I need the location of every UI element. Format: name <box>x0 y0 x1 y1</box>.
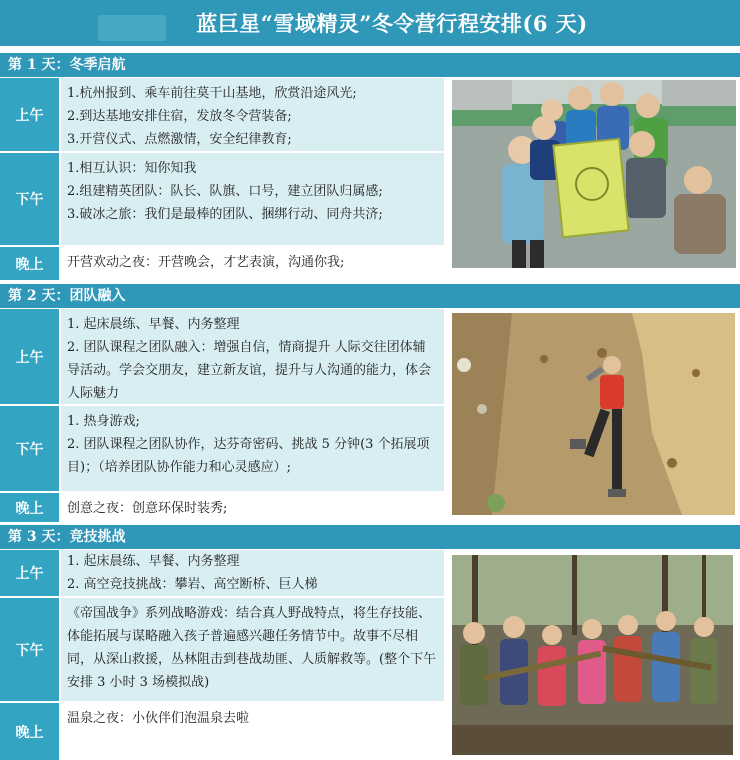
photo-kids-in-camouflage-forest <box>452 555 733 755</box>
activity-line: 1. 热身游戏; <box>67 414 140 429</box>
day-3-afternoon-label: 下午 <box>0 598 59 701</box>
day-1-morning-content <box>61 78 444 151</box>
day-1-afternoon-content <box>61 153 444 245</box>
activity-line: 《帝国战争》系列战略游戏：结合真人野战特点，将生存技能、体能拓展与谋略融入孩子普遍感兴趣任务情节中。故事不尽相同，从深山救援，丛林阻击到巷战劫匪、人质解救等。(整个下午安排 3 小时 3 场模拟战) <box>67 606 437 690</box>
day-1-afternoon-label: 下午 <box>0 153 59 245</box>
forest-war-game-photo-illustration <box>452 555 733 755</box>
activity-line: 1.相互认识：知你知我 <box>67 161 197 176</box>
day-3-header: 第 3 天：竞技挑战 <box>0 525 740 549</box>
day-1-evening-content <box>61 247 444 280</box>
day-1-evening-label: 晚上 <box>0 247 59 280</box>
day-1-header: 第 1 天：冬季启航 <box>0 53 740 77</box>
activity-line: 2.到达基地安排住宿，发放冬令营装备; <box>67 109 292 124</box>
activity-line: 开营欢动之夜：开营晚会，才艺表演，沟通你我; <box>67 255 345 270</box>
activity-line: 创意之夜：创意环保时装秀; <box>67 501 228 516</box>
activity-line: 1. 起床晨练、早餐、内务整理 <box>67 317 240 332</box>
activity-line: 温泉之夜：小伙伴们泡温泉去啦 <box>67 711 250 726</box>
day-2-afternoon-label: 下午 <box>0 406 59 491</box>
day-2-morning-content <box>61 309 444 404</box>
day-1-morning-label: 上午 <box>0 78 59 151</box>
day-2-header: 第 2 天：团队融入 <box>0 284 740 308</box>
day-2-afternoon-content <box>61 406 444 491</box>
kids-team-photo-illustration <box>452 80 736 268</box>
rock-climbing-photo-illustration <box>452 313 735 515</box>
page-title-bar <box>0 0 740 46</box>
activity-line: 2. 高空竞技挑战：攀岩、高空断桥、巨人梯 <box>67 577 318 592</box>
activity-line: 3.破冰之旅：我们是最棒的团队、捆绑行动、同舟共济; <box>67 207 383 222</box>
activity-line: 1. 起床晨练、早餐、内务整理 <box>67 554 240 569</box>
day-3-morning-content <box>61 550 444 596</box>
page-title: 蓝巨星“雪域精灵”冬令营行程安排(6 天) <box>196 11 588 36</box>
activity-line: 2.组建精英团队：队长、队旗、口号，建立团队归属感; <box>67 184 383 199</box>
day-3-evening-label: 晚上 <box>0 703 59 760</box>
day-3-evening-content <box>61 703 444 760</box>
activity-line: 2. 团队课程之团队融入：增强自信，情商提升 人际交往团体辅导活动。学会交朋友，建立新友谊，提升与人沟通的能力，体会人际魅力 <box>67 340 432 401</box>
day-3-afternoon-content <box>61 598 444 701</box>
day-2-morning-label: 上午 <box>0 309 59 404</box>
activity-line: 1.杭州报到、乘车前往莫干山基地，欣赏沿途风光; <box>67 86 357 101</box>
activity-line: 2. 团队课程之团队协作，达芬奇密码、挑战 5 分钟(3 个拓展项目)；（培养团队协作能力和心灵感应）; <box>67 437 430 475</box>
activity-line: 3.开营仪式、点燃激情，安全纪律教育; <box>67 132 292 147</box>
photo-child-rock-climbing <box>452 313 735 515</box>
day-2-evening-content <box>61 493 444 522</box>
day-2-evening-label: 晚上 <box>0 493 59 522</box>
logo-mark <box>98 15 166 41</box>
photo-kids-with-team-flag <box>452 80 736 268</box>
day-3-morning-label: 上午 <box>0 550 59 596</box>
